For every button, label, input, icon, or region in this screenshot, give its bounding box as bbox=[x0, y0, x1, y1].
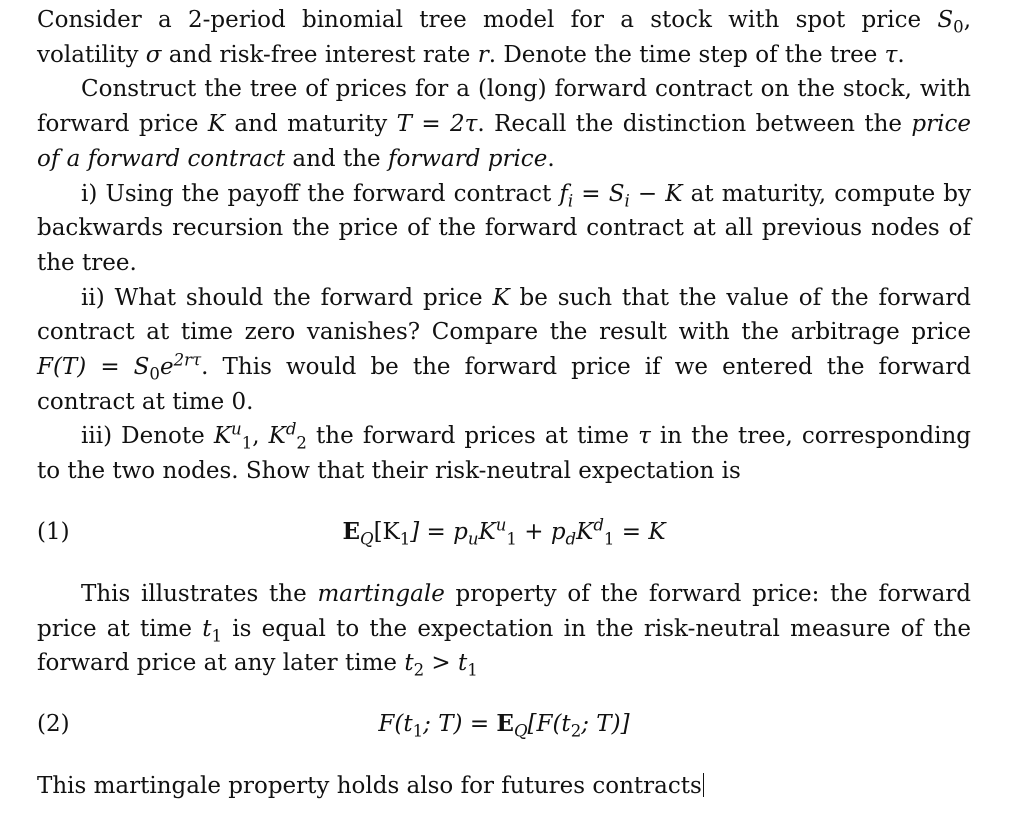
paragraph-part-i bbox=[37, 177, 971, 281]
math-K: K bbox=[207, 111, 226, 138]
text-span: and the bbox=[285, 145, 388, 172]
equation-martingale: $F(t_1$; $T) = E_Q[F(t_2$; T)] bbox=[378, 709, 630, 741]
math-t2-gt-t1: $t_2 > t_1$ bbox=[404, 650, 478, 680]
math-tau: τ bbox=[884, 41, 898, 68]
text-span: . bbox=[897, 41, 905, 68]
math-K: K bbox=[492, 284, 510, 311]
text-span: be such that the value of the forward contract at time zero vanishes? Compare the result with the arbitrage price bbox=[37, 284, 971, 346]
text-span: Consider a 2-period binomial tree model for a stock with spot price bbox=[37, 7, 938, 33]
text-span: property of the forward price: the forward price at time bbox=[37, 580, 971, 642]
paragraph-part-iii bbox=[37, 419, 971, 488]
emphasis-price-of-forward: price of a forward contract bbox=[37, 111, 971, 172]
text-span: , volatility bbox=[37, 7, 971, 68]
text-span: . bbox=[547, 145, 555, 172]
text-span: and risk-free interest rate bbox=[161, 41, 478, 68]
math-payoff: $f_i = S_i - K$ bbox=[559, 180, 683, 211]
math-arbitrage-price: $F(T) = S_0e^{2r\tau}$ bbox=[37, 350, 202, 384]
paragraph-futures[interactable] bbox=[37, 769, 971, 804]
paragraph-construct bbox=[37, 72, 971, 176]
text-span: is equal to the expectation in the risk-neutral measure of the forward price at any later time bbox=[37, 615, 971, 677]
math-rate: r bbox=[477, 41, 489, 68]
equation-number: (2) bbox=[37, 710, 70, 737]
text-span: and maturity bbox=[225, 111, 397, 138]
text-span: . Recall the distinction between the bbox=[477, 111, 912, 138]
text-span: iii) Denote bbox=[81, 423, 214, 450]
math-t1: $t_1$ bbox=[202, 615, 223, 646]
math-maturity: T = 2τ bbox=[396, 111, 478, 138]
math-volatility: σ bbox=[145, 41, 162, 68]
paragraph-setup bbox=[37, 0, 971, 72]
math-spot-price: $S_0$ bbox=[937, 7, 964, 37]
text-span: This martingale property holds also for futures contracts bbox=[37, 772, 702, 799]
text-cursor bbox=[703, 773, 705, 797]
equation-expectation: $E_Q[K_1] = p_uK^u_1 + p_dK^d_1 = K$ bbox=[342, 515, 666, 549]
text-span: . This would be the forward price if we entered the forward contract at time 0. bbox=[37, 354, 971, 415]
equation-number: (1) bbox=[37, 518, 70, 545]
paragraph-martingale bbox=[37, 577, 971, 681]
document-body bbox=[37, 0, 971, 804]
emphasis-forward-price: forward price bbox=[387, 145, 548, 172]
text-span: Construct the tree of prices for a (long) forward contract on the stock, with forward price bbox=[37, 76, 971, 138]
math-forward-prices: $K^u_1$, $K^d_2$ bbox=[213, 419, 307, 454]
text-span: This illustrates the bbox=[81, 580, 318, 607]
text-span: at maturity, compute by backwards recursion the price of the forward contract at all previous nodes of the tree. bbox=[37, 180, 972, 276]
emphasis-martingale: martingale bbox=[317, 580, 445, 607]
text-span: i) Using the payoff the forward contract bbox=[81, 180, 560, 207]
text-span: in the tree, corresponding to the two nodes. Show that their risk-neutral expectation is bbox=[37, 423, 971, 485]
paragraph-part-ii bbox=[37, 281, 971, 420]
equation-2 bbox=[37, 693, 971, 755]
equation-1 bbox=[37, 501, 971, 563]
text-span: ii) What should the forward price bbox=[81, 284, 493, 311]
text-span: the forward prices at time bbox=[306, 423, 639, 450]
math-tau: τ bbox=[638, 423, 651, 450]
text-span: . Denote the time step of the tree bbox=[488, 41, 885, 68]
